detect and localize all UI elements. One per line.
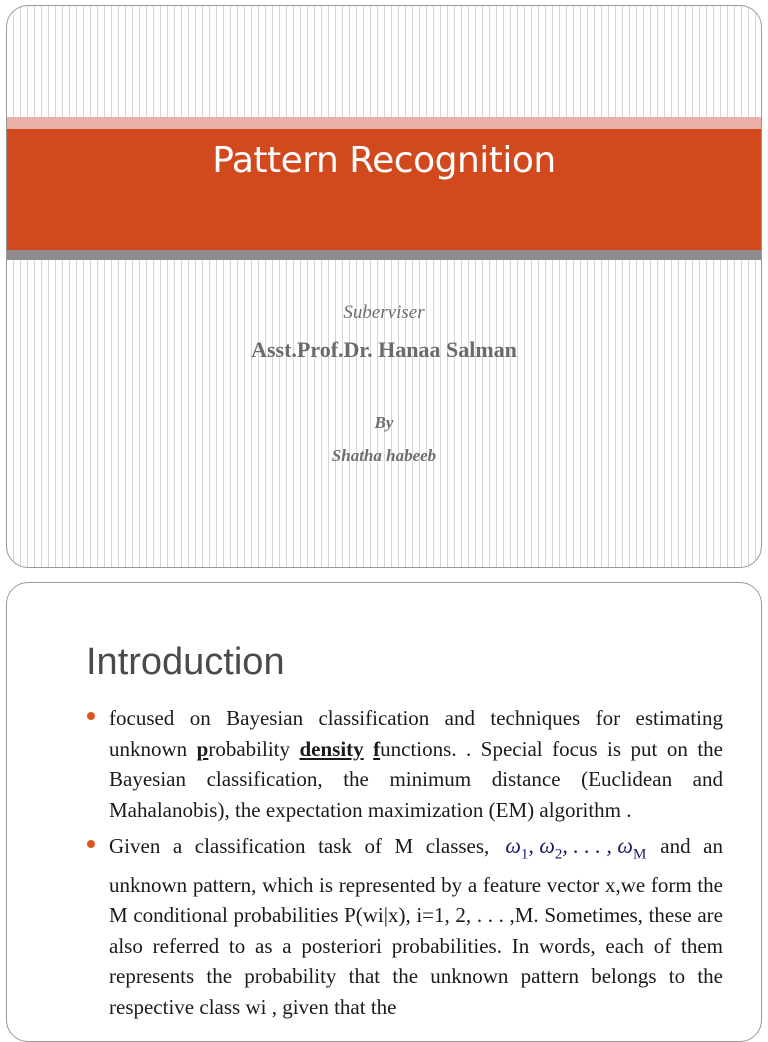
- bullet-text: Given a classification task of M classes, $\omega_1$, $\omega_2$, . . . , $\omega_M$ and an unknown pattern, which is represented by a feature vector x,we form the M conditional probabilities P(wi|x), i=1, 2, . . . ,M. Sometimes, these are also referred to as a posteriori probabilities. In words, each of them represents the probability that the unknown pattern belongs to the respective class wi , given that the: [109, 833, 723, 1019]
- bullet-list: [85, 703, 723, 1028]
- bullet-icon: [87, 840, 95, 848]
- section-title: Introduction: [86, 641, 285, 683]
- accent-band-pink: [7, 117, 761, 129]
- author-name: Shatha habeeb: [331, 446, 437, 465]
- by-label: By: [374, 413, 394, 432]
- supervisor-label: Suberviser: [343, 302, 425, 323]
- slide-title: Pattern Recognition: [212, 140, 556, 181]
- omega-formula: $\omega_1$, $\omega_2$, . . . , $\omega_M$: [505, 833, 647, 863]
- title-slide: [6, 5, 762, 568]
- list-item: [85, 703, 723, 825]
- supervisor-name: Asst.Prof.Dr. Hanaa Salman: [251, 337, 517, 362]
- accent-band-gray: [7, 250, 761, 260]
- list-item: [85, 831, 723, 1022]
- bullet-icon: [87, 712, 95, 720]
- introduction-slide: [6, 582, 762, 1042]
- bullet-text: focused on Bayesian classification and techniques for estimating unknown probability density functions. . Special focus is put on the Bayesian classification, the minimum distance (Euclidean and Mahalanobis), the expectation maximization (EM) algorithm .: [109, 706, 723, 822]
